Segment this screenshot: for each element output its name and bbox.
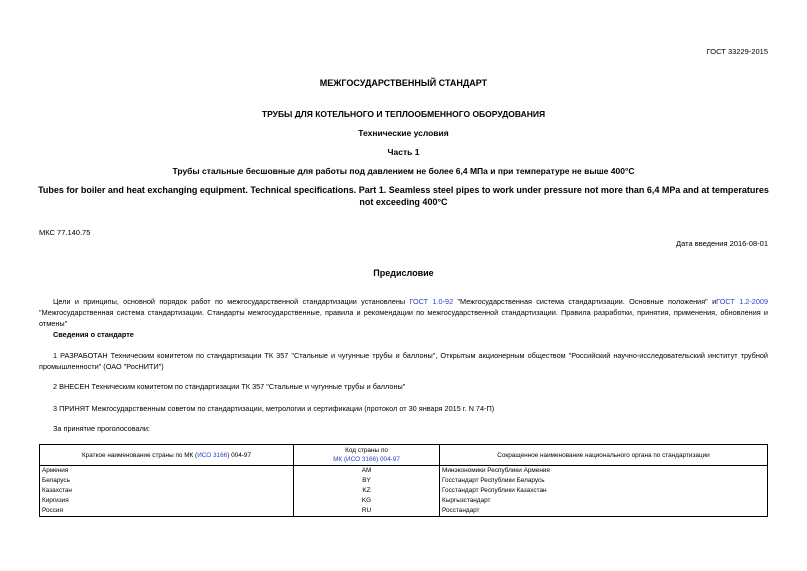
country-code-header-text-a[interactable]: МК (: [333, 456, 347, 463]
interstate-standard-heading: МЕЖГОСУДАРСТВЕННЫЙ СТАНДАРТ: [319, 78, 488, 88]
gost-1-0-link[interactable]: ГОСТ 1.0-92: [409, 297, 454, 306]
table-row: [40, 486, 768, 496]
item-submitted: [39, 381, 768, 392]
preface-text-a: Цели и принципы, основной порядок работ по межгосударственной стандартизации установлены: [53, 297, 410, 306]
voted-label-text: За принятие проголосовали:: [53, 424, 150, 433]
iso-3166-link[interactable]: ИСО 3166: [197, 451, 228, 459]
voted-label: [39, 423, 768, 434]
standard-info-heading-text: Сведения о стандарте: [53, 330, 134, 339]
document-title: ТРУБЫ ДЛЯ КОТЕЛЬНОГО И ТЕПЛООБМЕННОГО ОБОРУДОВАНИЯ: [261, 109, 546, 119]
part-number: Часть 1: [387, 147, 420, 157]
english-title: Tubes for boiler and heat exchanging equipment. Technical specifications. Part 1. Seamless steel pipes to work under pressure not more than 6,4 MPa and at temperatures not exceeding 400°C: [38, 185, 769, 207]
national-body: Госстандарт Республики Беларусь: [440, 476, 768, 486]
country-code: AM: [294, 466, 440, 477]
document-code: ГОСТ 33229-2015: [706, 47, 768, 56]
table-row: [40, 496, 768, 506]
item-adopted: [39, 403, 768, 414]
item-submitted-text: 2 ВНЕСЕН Техническим комитетом по стандартизации ТК 357 "Стальные и чугунные трубы и баллоны": [53, 382, 406, 391]
country-code-header-line1: Код страны по: [345, 447, 388, 454]
national-body: Минэкономики Республики Армения: [440, 466, 768, 477]
national-body: Росстандарт: [440, 506, 768, 517]
item-adopted-text: 3 ПРИНЯТ Межгосударственным советом по стандартизации, метрологии и сертификации (протокол от 30 января 2015 г. N 74-П): [53, 404, 495, 413]
part-title: Трубы стальные бесшовные для работы под давлением не более 6,4 МПа и при температуре не выше 400°С: [172, 166, 635, 176]
mks-code: МКС 77.140.75: [39, 228, 91, 237]
national-body: Госстандарт Республики Казахстан: [440, 486, 768, 496]
item-developed-text: 1 РАЗРАБОТАН Техническим комитетом по стандартизации ТК 357 "Стальные и чугунные трубы и баллоны", Открытым акционерным обществом "Российский научно-исследовательский институт трубной промышленности" (ОАО "РосНИТИ"): [39, 351, 768, 371]
preface-text-b: "Межгосударственная система стандартизации. Основные положения" и: [453, 297, 717, 306]
country-code: RU: [294, 506, 440, 517]
national-body-header: Сокращенное наименование национального органа по стандартизации: [440, 445, 768, 466]
standard-info-heading: [39, 329, 768, 340]
table-row: [40, 506, 768, 517]
table-header-row: [40, 445, 768, 466]
item-developed: [39, 350, 768, 372]
country-name-header-text-b: ) 004-97: [227, 451, 252, 459]
gost-1-2-link[interactable]: ГОСТ 1.2-2009: [716, 297, 768, 306]
country-name: Россия: [40, 506, 294, 517]
document-subtitle: Технические условия: [358, 128, 449, 138]
preface-title: Предисловие: [373, 268, 434, 278]
country-code: KZ: [294, 486, 440, 496]
country-name: Беларусь: [40, 476, 294, 486]
country-name: Киргизия: [40, 496, 294, 506]
country-name-header-text-a: Краткое наименование страны по МК (: [81, 451, 198, 459]
country-code: BY: [294, 476, 440, 486]
country-code-header-text-b[interactable]: ) 004-97: [376, 456, 400, 463]
country-name: Казахстан: [40, 486, 294, 496]
national-body: Кыргызстандарт: [440, 496, 768, 506]
iso-3166-link-2[interactable]: ИСО 3166: [346, 456, 377, 463]
table-row: [40, 476, 768, 486]
voting-states-table: [39, 444, 768, 517]
country-name-header: [40, 445, 294, 466]
country-code-header: [294, 445, 440, 466]
introduction-date: Дата введения 2016-08-01: [676, 239, 768, 248]
country-name: Армения: [40, 466, 294, 477]
preface-text-c: "Межгосударственная система стандартизации. Стандарты межгосударственные, правила и рекомендации по межгосударственной стандартизации. Правила разработки, принятия, применения, обновления и отмены": [39, 308, 768, 328]
table-row: [40, 466, 768, 477]
preface-paragraph: [39, 296, 768, 329]
country-code: KG: [294, 496, 440, 506]
